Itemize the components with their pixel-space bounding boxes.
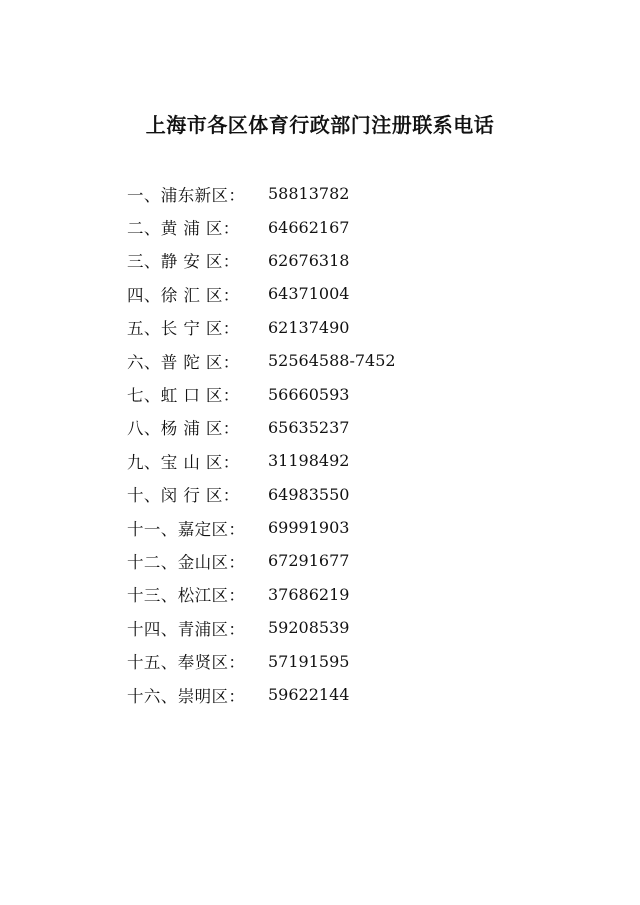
district-label: 十、闵 行 区： — [127, 486, 240, 506]
list-item — [127, 644, 547, 677]
district-label: 十三、松江区： — [127, 586, 246, 606]
phone-number: 64983550 — [268, 484, 350, 504]
district-label: 十一、嘉定区： — [127, 519, 246, 539]
phone-number: 56660593 — [268, 384, 350, 404]
phone-number: 37686219 — [268, 584, 350, 604]
district-label: 四、徐 汇 区： — [127, 285, 240, 305]
phone-number: 67291677 — [268, 551, 350, 571]
district-label: 十五、奉贤区： — [127, 653, 246, 673]
phone-number: 59622144 — [268, 685, 350, 705]
list-item — [127, 244, 547, 277]
phone-number: 64371004 — [268, 284, 350, 304]
list-item — [127, 678, 547, 711]
district-label: 十四、青浦区： — [127, 619, 246, 639]
phone-number: 62137490 — [268, 317, 350, 337]
phone-number: 58813782 — [268, 184, 350, 204]
list-item — [127, 377, 547, 410]
list-item — [127, 544, 547, 577]
district-label: 六、普 陀 区： — [127, 352, 240, 372]
district-label: 二、黄 浦 区： — [127, 219, 240, 239]
contact-list — [127, 177, 547, 711]
list-item — [127, 578, 547, 611]
list-item — [127, 177, 547, 210]
phone-number: 69991903 — [268, 518, 350, 538]
phone-number: 65635237 — [268, 417, 350, 437]
list-item — [127, 311, 547, 344]
list-item — [127, 511, 547, 544]
phone-number: 64662167 — [268, 217, 350, 237]
district-label: 八、杨 浦 区： — [127, 419, 240, 439]
district-label: 一、浦东新区： — [127, 185, 246, 205]
phone-number: 62676318 — [268, 250, 350, 270]
phone-number: 31198492 — [268, 451, 350, 471]
district-label: 十二、金山区： — [127, 552, 246, 572]
district-label: 十六、崇明区： — [127, 686, 246, 706]
list-item — [127, 411, 547, 444]
district-label: 五、长 宁 区： — [127, 319, 240, 339]
district-label: 三、静 安 区： — [127, 252, 240, 272]
phone-number: 59208539 — [268, 618, 350, 638]
list-item — [127, 478, 547, 511]
district-label: 七、虹 口 区： — [127, 386, 240, 406]
list-item — [127, 344, 547, 377]
list-item — [127, 210, 547, 243]
phone-number: 52564588-7452 — [268, 351, 396, 371]
list-item — [127, 444, 547, 477]
document-title: 上海市各区体育行政部门注册联系电话 — [145, 113, 495, 137]
phone-number: 57191595 — [268, 651, 350, 671]
district-label: 九、宝 山 区： — [127, 452, 240, 472]
list-item — [127, 611, 547, 644]
list-item — [127, 277, 547, 310]
